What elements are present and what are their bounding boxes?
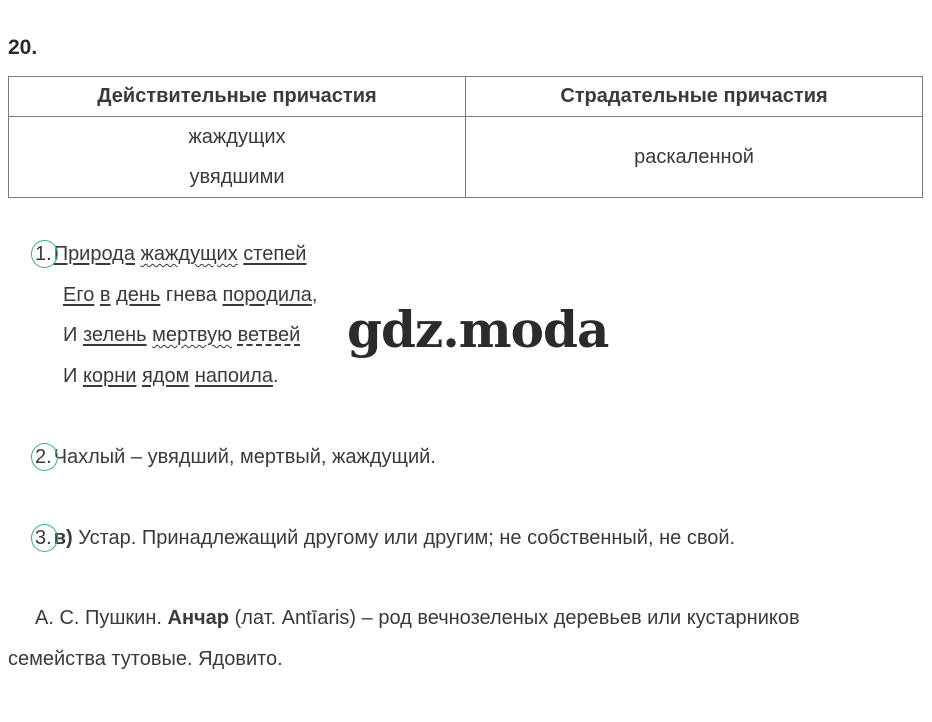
note-text: (лат. Antīaris) – род вечнозеленых деревьев или кустарников (229, 607, 800, 629)
poem-word: степей (243, 243, 307, 265)
table-header-row (9, 77, 923, 117)
item-2-text: Чахлый – увядший, мертвый, жаждущий. (53, 446, 436, 468)
note-line-2 (8, 648, 283, 671)
watermark-logo: gdz.moda (347, 300, 609, 359)
poem-word: день (116, 284, 161, 306)
passive-participle-1: раскаленной (634, 146, 754, 168)
poem-line-2 (63, 284, 317, 307)
item-number-3: 3. (35, 527, 52, 550)
poem-word: гнева (165, 284, 217, 306)
note-line-1 (35, 607, 800, 630)
poem-word: ядом (141, 365, 190, 387)
note-author: А. С. Пушкин. (35, 607, 168, 629)
poem-word: И (63, 365, 78, 387)
note-text-2: семейства тутовые. Ядовито. (8, 648, 283, 670)
header-active-participles: Действительные причастия (9, 77, 466, 117)
poem-line-1 (35, 243, 306, 266)
poem-word: корни (82, 365, 137, 387)
poem-word: Природа (53, 243, 135, 265)
task-number: 20. (8, 36, 38, 59)
cell-passive-participles (466, 117, 923, 198)
number-circle-icon (31, 443, 58, 471)
number-circle-icon (31, 240, 58, 268)
item-3-text: Устар. Принадлежащий другому или другим; не собственный, не свой. (72, 527, 736, 549)
poem-word: напоила (194, 365, 273, 387)
poem-word: И (63, 324, 78, 346)
participles-table (8, 76, 923, 198)
header-passive-participles: Страдательные причастия (466, 77, 923, 117)
poem-word: жаждущих (140, 243, 238, 265)
note-title: Анчар (167, 607, 229, 629)
poem-line-3 (63, 324, 300, 347)
poem-punct: , (311, 284, 318, 306)
poem-word: в (99, 284, 111, 306)
poem-word: зелень (82, 324, 147, 346)
item-2-line (35, 446, 436, 469)
item-number-1: 1. (35, 243, 52, 266)
poem-line-4 (63, 365, 279, 388)
item-3-line (35, 527, 735, 550)
active-participle-1: жаждущих (188, 126, 286, 148)
poem-word: Его (63, 284, 95, 306)
poem-punct: . (272, 365, 279, 387)
number-circle-icon (31, 524, 58, 552)
poem-word: мертвую (152, 324, 233, 346)
cell-active-participles (9, 117, 466, 198)
table-row (9, 117, 923, 198)
poem-word: породила (222, 284, 312, 306)
poem-word: ветвей (237, 324, 301, 346)
item-3-letter: в) (53, 527, 73, 549)
active-participle-2: увядшими (189, 166, 285, 188)
item-number-2: 2. (35, 446, 52, 469)
